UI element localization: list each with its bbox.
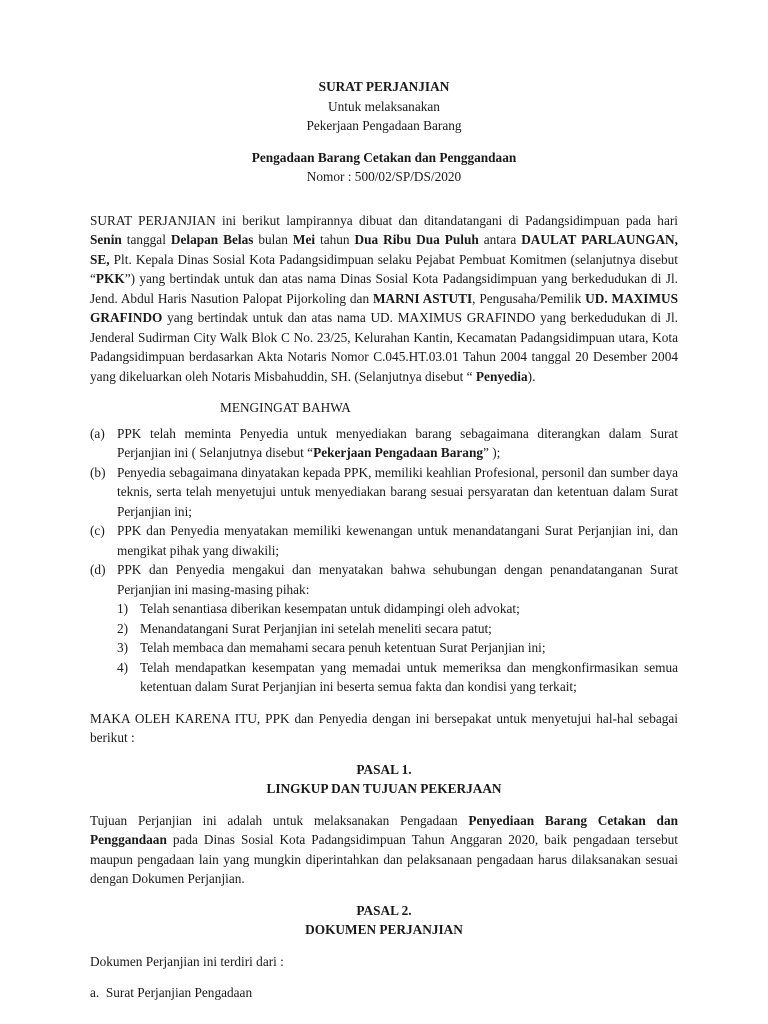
considering-sublist xyxy=(90,599,678,697)
first-party-name: DAULAT PARLAUNGAN, SE, xyxy=(90,232,678,267)
intro-paragraph: SURAT PERJANJIAN ini berikut lampirannya dibuat dan ditandatangani di Padangsidimpuan pada hari Senin tanggal Delapan Belas bulan Mei tahun Dua Ribu Dua Puluh antara DAULAT PARLAUNGAN, SE, Plt. Kepala Dinas Sosial Kota Padangsidimpuan selaku Pejabat Pembuat Komitmen (selanjutnya disebut “PKK”) yang bertindak untuk dan atas nama Dinas Sosial Kota Padangsidimpuan yang berkedudukan di Jl. Jend. Abdul Haris Nasution Palopat Pijorkoling dan MARNI ASTUTI, Pengusaha/Pemilik UD. MAXIMUS GRAFINDO yang bertindak untuk dan atas nama UD. MAXIMUS GRAFINDO yang berkedudukan di Jl. Jenderal Sudirman City Walk Blok C No. 23/25, Kelurahan Kantin, Kecamatan Padangsidimpuan utara, Kota Padangsidimpuan berdasarkan Akta Notaris Nomor C.045.HT.03.01 Tahun 2004 tanggal 20 Desember 2004 yang dikeluarkan oleh Notaris Misbahuddin, SH. (Selanjutnya disebut “ Penyedia). xyxy=(90,212,678,384)
considering-list xyxy=(90,424,678,600)
article-2-intro: Dokumen Perjanjian ini terdiri dari : xyxy=(90,953,284,969)
provider-term: Penyedia xyxy=(475,368,528,384)
article-1-number: PASAL 1. xyxy=(356,761,412,777)
signing-year: Dua Ribu Dua Puluh xyxy=(354,232,479,247)
company-name: UD. MAXIMUS GRAFINDO xyxy=(90,290,678,325)
document-subtitle-1: Untuk melaksanakan xyxy=(328,98,440,114)
signing-day: Senin xyxy=(90,232,122,247)
document-header xyxy=(90,77,678,187)
document-number: Nomor : 500/02/SP/DS/2020 xyxy=(306,169,462,184)
second-party-name: MARNI ASTUTI xyxy=(372,290,473,306)
document-subtitle-2: Pekerjaan Pengadaan Barang xyxy=(306,118,462,133)
list-item: 1) Telah senantiasa diberikan kesempatan untuk didampingi oleh advokat; xyxy=(117,601,520,616)
ppk-abbrev: PKK xyxy=(95,271,125,286)
list-item: (d) PPK dan Penyedia mengakui dan menyatakan bahwa sehubungan dengan penandatanganan Surat Perjanjian ini masing-masing pihak: xyxy=(90,562,678,597)
article-2-number: PASAL 2. xyxy=(356,902,412,918)
list-item: (c) PPK dan Penyedia menyatakan memiliki kewenangan untuk menandatangani Surat Perjanjian ini, dan mengikat pihak yang diwakili; xyxy=(90,523,678,558)
list-item: (a) PPK telah meminta Penyedia untuk menyediakan barang sebagaimana diterangkan dalam Surat Perjanjian ini ( Selanjutnya disebut “Pekerjaan Pengadaan Barang” ); xyxy=(90,425,678,460)
article-2-title: DOKUMEN PERJANJIAN xyxy=(305,922,463,937)
work-term: Pekerjaan Pengadaan Barang xyxy=(313,445,483,460)
signing-date: Delapan Belas xyxy=(170,232,254,247)
signing-month: Mei xyxy=(292,232,316,247)
article-1-body: Tujuan Perjanjian ini adalah untuk melaksanakan Pengadaan Penyediaan Barang Cetakan dan Penggandaan pada Dinas Sosial Kota Padangsidimpuan Tahun Anggaran 2020, baik pengadaan tersebut maupun pengadaan lain yang mungkin diperintahkan dan pelaksanaan pengadaan harus dilaksanakan sesuai dengan Dokumen Perjanjian. xyxy=(90,812,679,886)
considering-heading: MENGINGAT BAHWA xyxy=(220,400,351,415)
list-item: 3) Telah membaca dan memahami secara penuh ketentuan Surat Perjanjian ini; xyxy=(117,640,546,655)
article-2-item-a: a. Surat Perjanjian Pengadaan xyxy=(90,985,253,1000)
list-item: 2) Menandatangani Surat Perjanjian ini setelah meneliti secara patut; xyxy=(117,620,492,636)
agreement-paragraph: MAKA OLEH KARENA ITU, PPK dan Penyedia dengan ini bersepakat untuk menyetujui hal-hal sebagai berikut : xyxy=(90,710,678,745)
project-name: Pengadaan Barang Cetakan dan Penggandaan xyxy=(251,149,517,165)
article-1-title: LINGKUP DAN TUJUAN PEKERJAAN xyxy=(266,781,502,796)
document-title: SURAT PERJANJIAN xyxy=(318,79,450,94)
list-item: 4) Telah mendapatkan kesempatan yang memadai untuk memeriksa dan mengkonfirmasikan semua ketentuan dalam Surat Perjanjian ini beserta semua fakta dan kondisi yang terkait; xyxy=(117,659,678,694)
procurement-name: Penyediaan Barang Cetakan dan Penggandaan xyxy=(90,812,679,847)
list-item: (b) Penyedia sebagaimana dinyatakan kepada PPK, memiliki keahlian Profesional, personil dan sumber daya teknis, serta telah menyetujui untuk menyediakan barang sesuai persyaratan dan ketentuan dalam Surat Perjanjian ini; xyxy=(90,464,678,519)
